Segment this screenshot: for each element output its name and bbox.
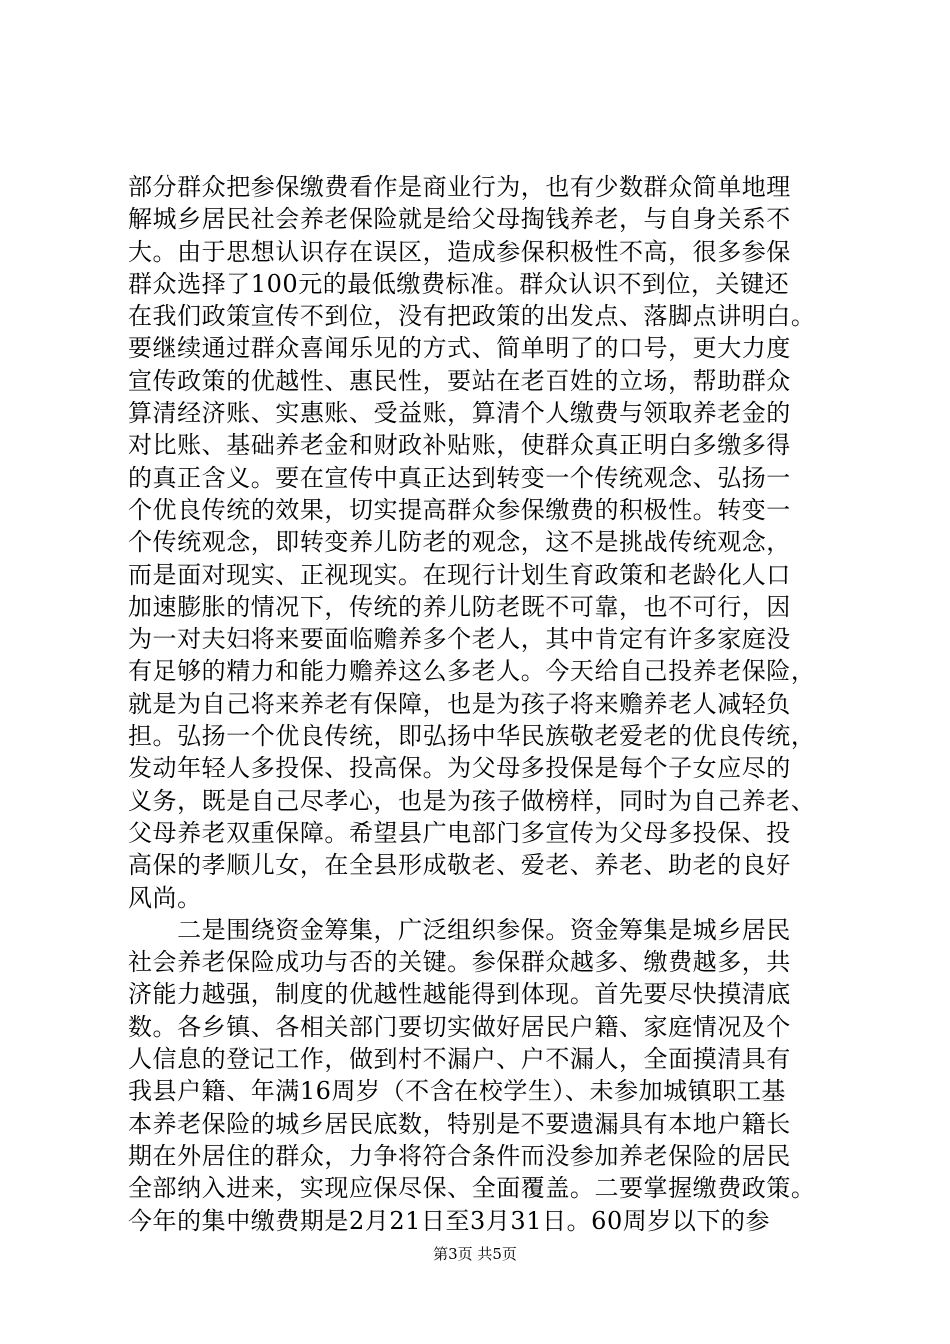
text-line: 解城乡居民社会养老保险就是给父母掏钱养老，与自身关系不 <box>128 205 791 234</box>
text-line: 群众选择了100元的最低缴费标准。群众认识不到位，关键还 <box>128 269 790 298</box>
body-text <box>128 171 828 1237</box>
text-line: 高保的孝顺儿女，在全县形成敬老、爱老、养老、助老的良好 <box>128 851 791 880</box>
text-line: 加速膨胀的情况下，传统的养儿防老既不可靠，也不可行，因 <box>128 592 791 621</box>
text-line: 个优良传统的效果，切实提高群众参保缴费的积极性。转变一 <box>128 495 791 524</box>
text-line: 义务，既是自己尽孝心，也是为孩子做榜样，同时为自己养老、 <box>128 786 816 815</box>
text-line: 的真正含义。要在宣传中真正达到转变一个传统观念、弘扬一 <box>128 463 791 492</box>
page-footer: 第3页 共5页 <box>433 1245 517 1263</box>
text-line: 社会养老保险成功与否的关键。参保群众越多、缴费越多，共 <box>128 948 791 977</box>
text-line: 个传统观念，即转变养儿防老的观念，这不是挑战传统观念， <box>128 528 791 557</box>
text-line: 算清经济账、实惠账、受益账，算清个人缴费与领取养老金的 <box>128 399 791 428</box>
text-line: 就是为自己将来养老有保障，也是为孩子将来赡养老人减轻负 <box>128 689 791 718</box>
text-line: 全部纳入进来，实现应保尽保、全面覆盖。二要掌握缴费政策。 <box>128 1174 816 1203</box>
text-line: 为一对夫妇将来要面临赡养多个老人，其中肯定有许多家庭没 <box>128 625 791 654</box>
text-line: 在我们政策宣传不到位，没有把政策的出发点、落脚点讲明白。 <box>128 302 816 331</box>
text-line: 部分群众把参保缴费看作是商业行为，也有少数群众简单地理 <box>128 173 791 201</box>
text-line: 二是围绕资金筹集，广泛组织参保。资金筹集是城乡居民 <box>128 915 791 944</box>
text-line: 数。各乡镇、各相关部门要切实做好居民户籍、家庭情况及个 <box>128 1012 791 1041</box>
text-line: 今年的集中缴费期是2月21日至3月31日。60周岁以下的参 <box>128 1206 771 1235</box>
text-line: 发动年轻人多投保、投高保。为父母多投保是每个子女应尽的 <box>128 754 791 783</box>
text-line: 父母养老双重保障。希望县广电部门多宣传为父母多投保、投 <box>128 818 791 847</box>
text-line: 我县户籍、年满16周岁（不含在校学生）、未参加城镇职工基 <box>128 1077 786 1106</box>
text-line: 要继续通过群众喜闻乐见的方式、简单明了的口号，更大力度 <box>128 334 791 363</box>
text-line: 而是面对现实、正视现实。在现行计划生育政策和老龄化人口 <box>128 560 791 589</box>
text-line: 对比账、基础养老金和财政补贴账，使群众真正明白多缴多得 <box>128 431 791 460</box>
text-line: 期在外居住的群众，力争将符合条件而没参加养老保险的居民 <box>128 1141 791 1170</box>
text-line: 人信息的登记工作，做到村不漏户、户不漏人，全面摸清具有 <box>128 1045 791 1074</box>
text-line: 本养老保险的城乡居民底数，特别是不要遗漏具有本地户籍长 <box>128 1109 791 1138</box>
text-line: 宣传政策的优越性、惠民性，要站在老百姓的立场，帮助群众 <box>128 366 791 395</box>
text-line: 风尚。 <box>128 883 202 912</box>
text-line: 济能力越强，制度的优越性越能得到体现。首先要尽快摸清底 <box>128 980 791 1009</box>
text-line: 大。由于思想认识存在误区，造成参保积极性不高，很多参保 <box>128 237 791 266</box>
text-line: 担。弘扬一个优良传统，即弘扬中华民族敬老爱老的优良传统， <box>128 722 816 751</box>
text-line: 有足够的精力和能力赡养这么多老人。今天给自己投养老保险， <box>128 657 816 686</box>
